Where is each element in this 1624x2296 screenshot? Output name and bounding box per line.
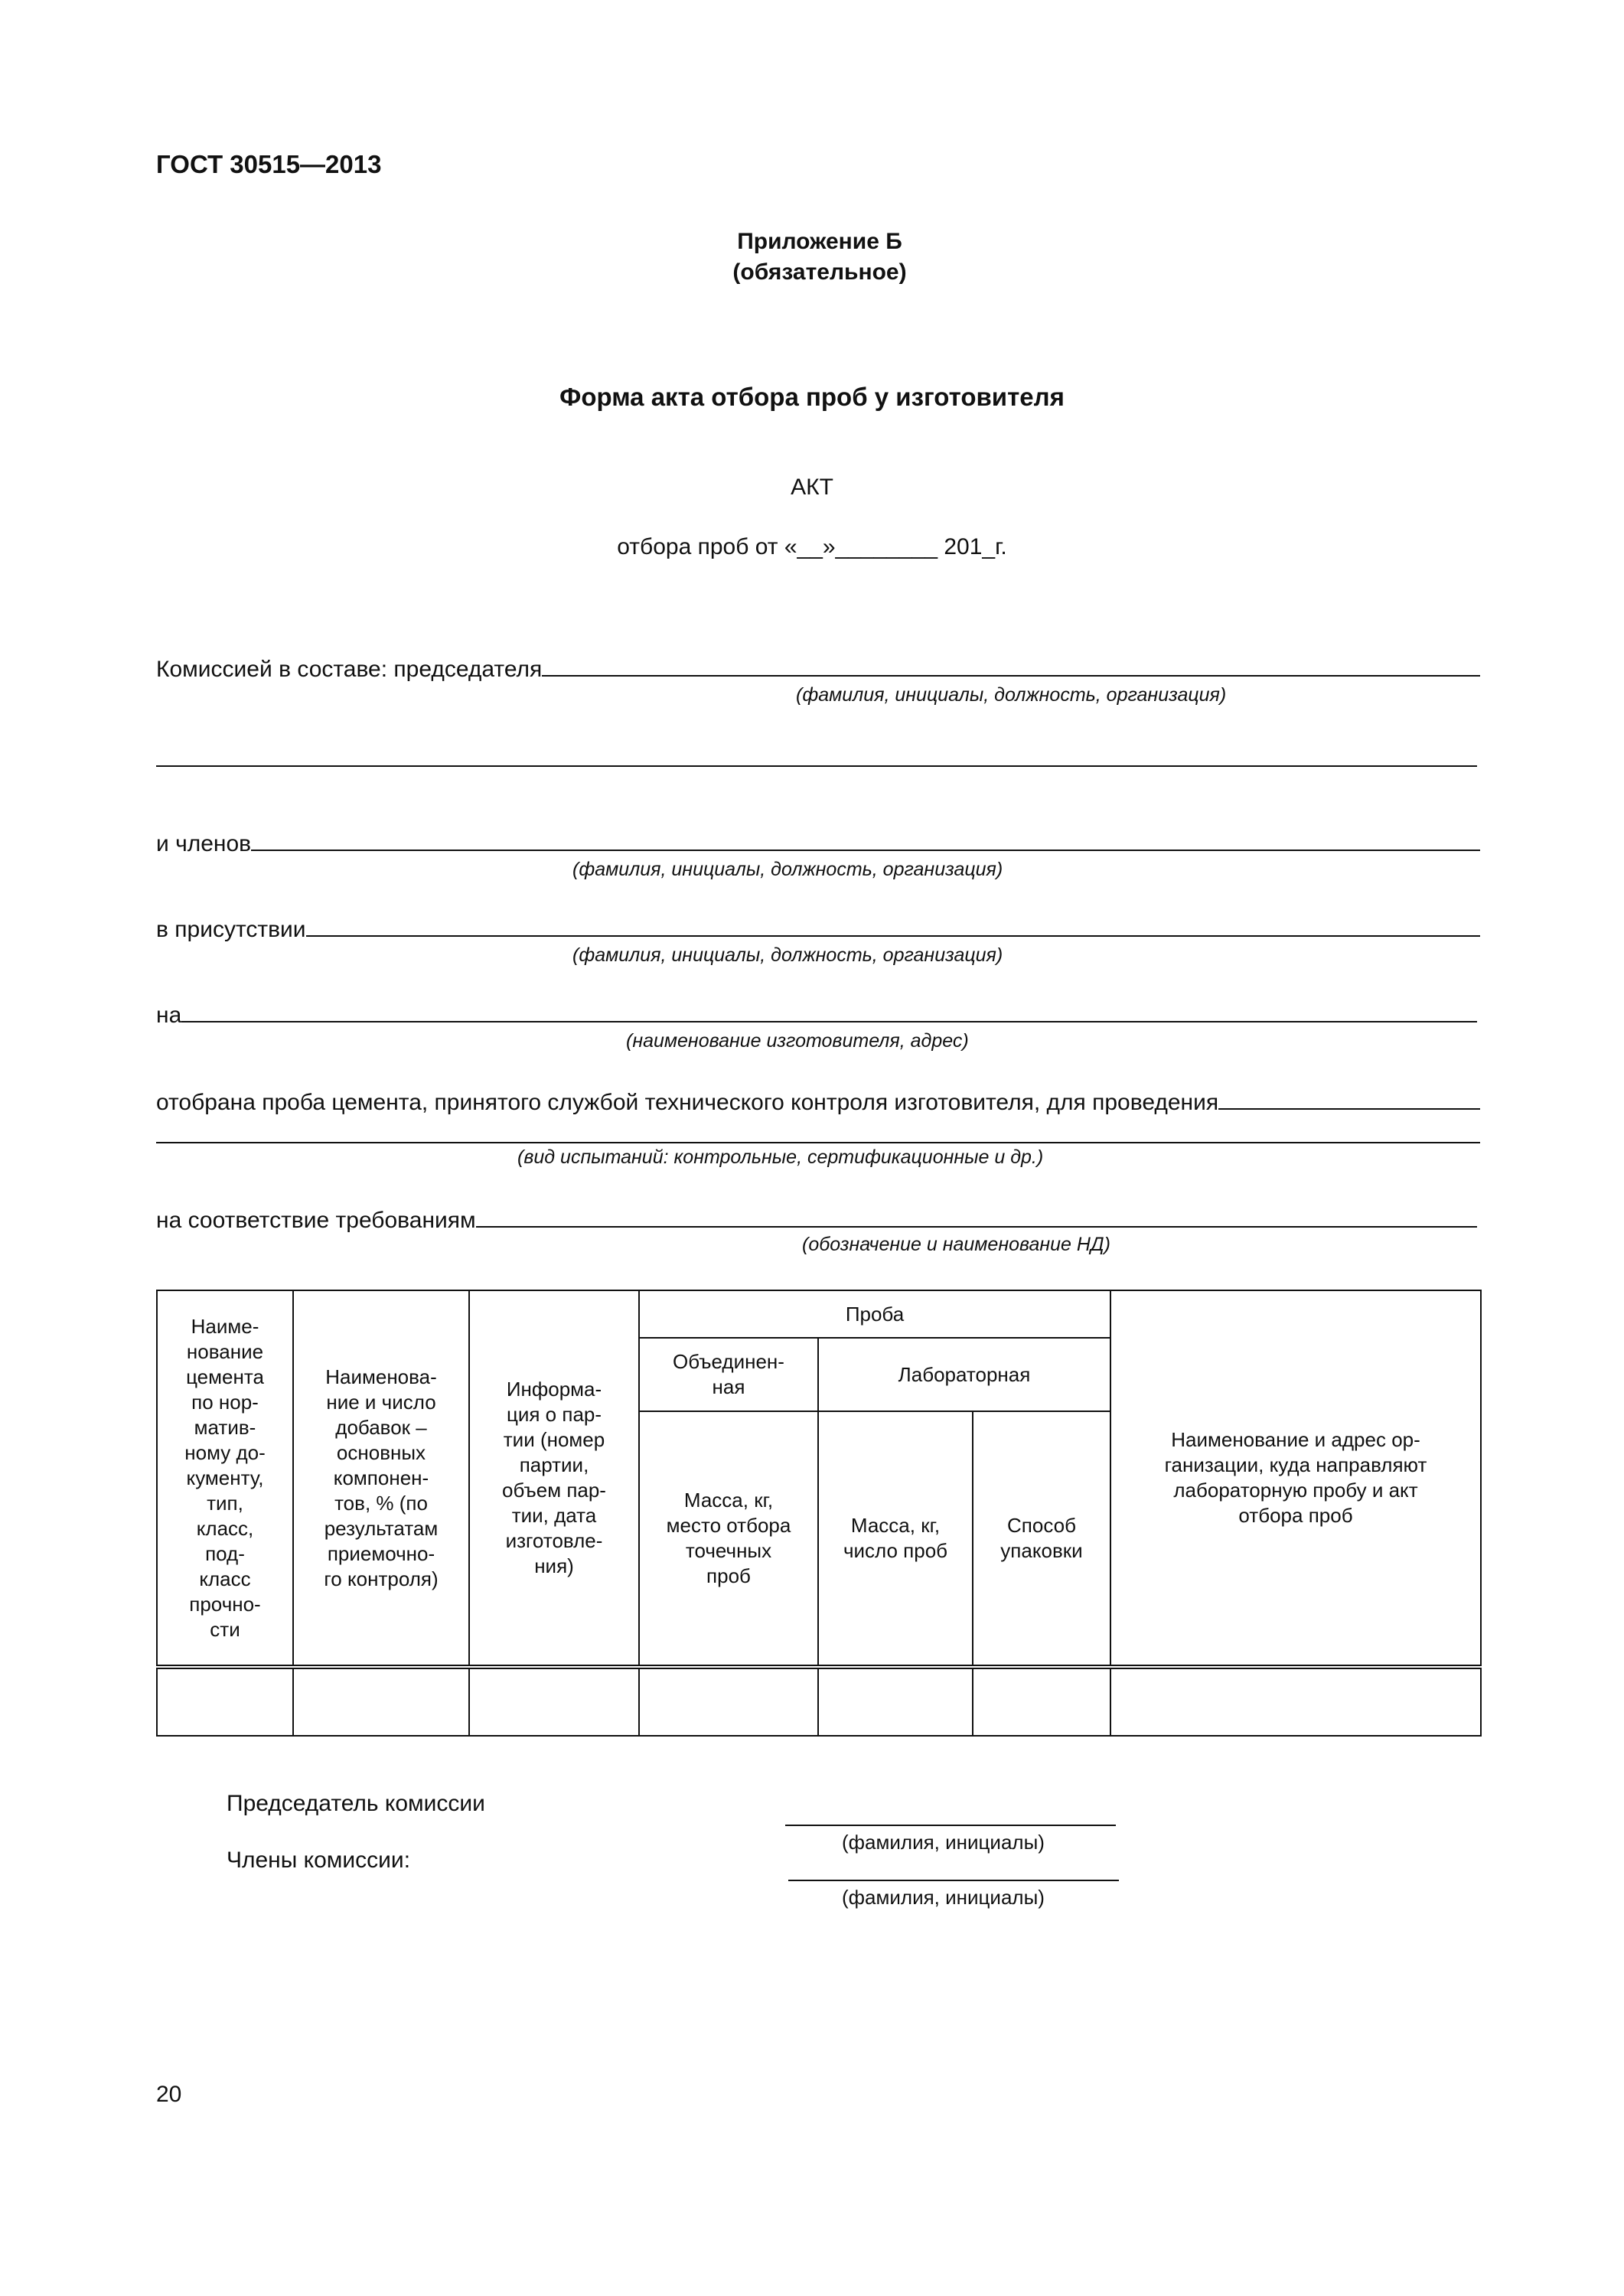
table-cell[interactable] <box>293 1667 469 1736</box>
chairman-signature-line[interactable] <box>785 1825 1116 1826</box>
manufacturer-blank[interactable] <box>181 998 1477 1022</box>
commission-extra-line[interactable] <box>156 765 1477 767</box>
appendix-title: Приложение Б <box>737 229 902 254</box>
samples-table <box>156 1290 1482 1737</box>
combined-sample-header: Объединен- ная <box>639 1338 818 1411</box>
presence-field[interactable] <box>156 912 1480 943</box>
appendix-heading <box>0 227 1624 288</box>
col-batch-header: Информа- ция о пар- тии (номер партии, объем пар- тии, дата изготовле- ния) <box>469 1290 639 1667</box>
manufacturer-label: на <box>156 1003 182 1028</box>
form-title: Форма акта отбора проб у изготовителя <box>559 383 1065 411</box>
sampled-blank[interactable] <box>1218 1085 1480 1110</box>
sample-group-header: Проба <box>639 1290 1110 1338</box>
table-cell[interactable] <box>157 1667 293 1736</box>
compliance-blank[interactable] <box>476 1203 1477 1228</box>
commission-hint: (фамилия, инициалы, должность, организация) <box>796 684 1227 706</box>
presence-hint: (фамилия, инициалы, должность, организация) <box>572 944 1003 966</box>
commission-field[interactable] <box>156 652 1480 683</box>
col-cement-header: Наиме- нование цемента по нор- матив- ному до- кументу, тип, класс, под- класс прочно- сти <box>157 1290 293 1667</box>
commission-label: Комиссией в составе: председателя <box>156 657 543 682</box>
act-date-line: отбора проб от «__»________ 201_г. <box>617 534 1007 559</box>
table-cell[interactable] <box>1110 1667 1481 1736</box>
page-number: 20 <box>156 2082 182 2107</box>
members-hint: (фамилия, инициалы, должность, организация) <box>572 859 1003 880</box>
members-label: и членов <box>156 831 252 856</box>
manufacturer-field[interactable] <box>156 998 1477 1029</box>
compliance-label: на соответствие требованиям <box>156 1208 476 1233</box>
compliance-hint: (обозначение и наименование НД) <box>802 1234 1110 1255</box>
sampled-field[interactable] <box>156 1085 1480 1116</box>
members-signature-line[interactable] <box>788 1880 1119 1881</box>
appendix-status: (обязательное) <box>732 259 907 285</box>
commission-blank[interactable] <box>542 652 1480 677</box>
col-organization-header: Наименование и адрес ор- ганизации, куда направляют лабораторную пробу и акт отбора проб <box>1110 1290 1481 1667</box>
presence-label: в присутствии <box>156 917 306 942</box>
col-additives-header: Наименова- ние и число добавок – основных компонен- тов, % (по результатам приемочно- го контроля) <box>293 1290 469 1667</box>
sampled-hint: (вид испытаний: контрольные, сертификационные и др.) <box>517 1146 1044 1168</box>
lab-mass-header: Масса, кг, число проб <box>818 1411 973 1667</box>
sampled-label: отобрана проба цемента, принятого службой технического контроля изготовителя, для проведения <box>156 1090 1219 1115</box>
members-signature-hint: (фамилия, инициалы) <box>842 1886 1045 1909</box>
members-blank[interactable] <box>251 827 1480 851</box>
chairman-label: Председатель комиссии <box>227 1791 485 1816</box>
table-cell[interactable] <box>639 1667 818 1736</box>
combined-mass-header: Масса, кг, место отбора точечных проб <box>639 1411 818 1667</box>
presence-blank[interactable] <box>306 912 1480 937</box>
lab-packing-header: Способ упаковки <box>973 1411 1110 1667</box>
table-cell[interactable] <box>973 1667 1110 1736</box>
act-title: АКТ <box>791 475 833 500</box>
table-cell[interactable] <box>469 1667 639 1736</box>
members-field[interactable] <box>156 827 1480 857</box>
compliance-field[interactable] <box>156 1203 1477 1234</box>
chairman-hint: (фамилия, инициалы) <box>842 1831 1045 1854</box>
manufacturer-hint: (наименование изготовителя, адрес) <box>626 1030 969 1052</box>
laboratory-sample-header: Лабораторная <box>818 1338 1110 1411</box>
members-signature-label: Члены комиссии: <box>227 1848 411 1873</box>
standard-header: ГОСТ 30515—2013 <box>156 150 382 178</box>
sampled-extra-line[interactable] <box>156 1142 1480 1143</box>
table-cell[interactable] <box>818 1667 973 1736</box>
